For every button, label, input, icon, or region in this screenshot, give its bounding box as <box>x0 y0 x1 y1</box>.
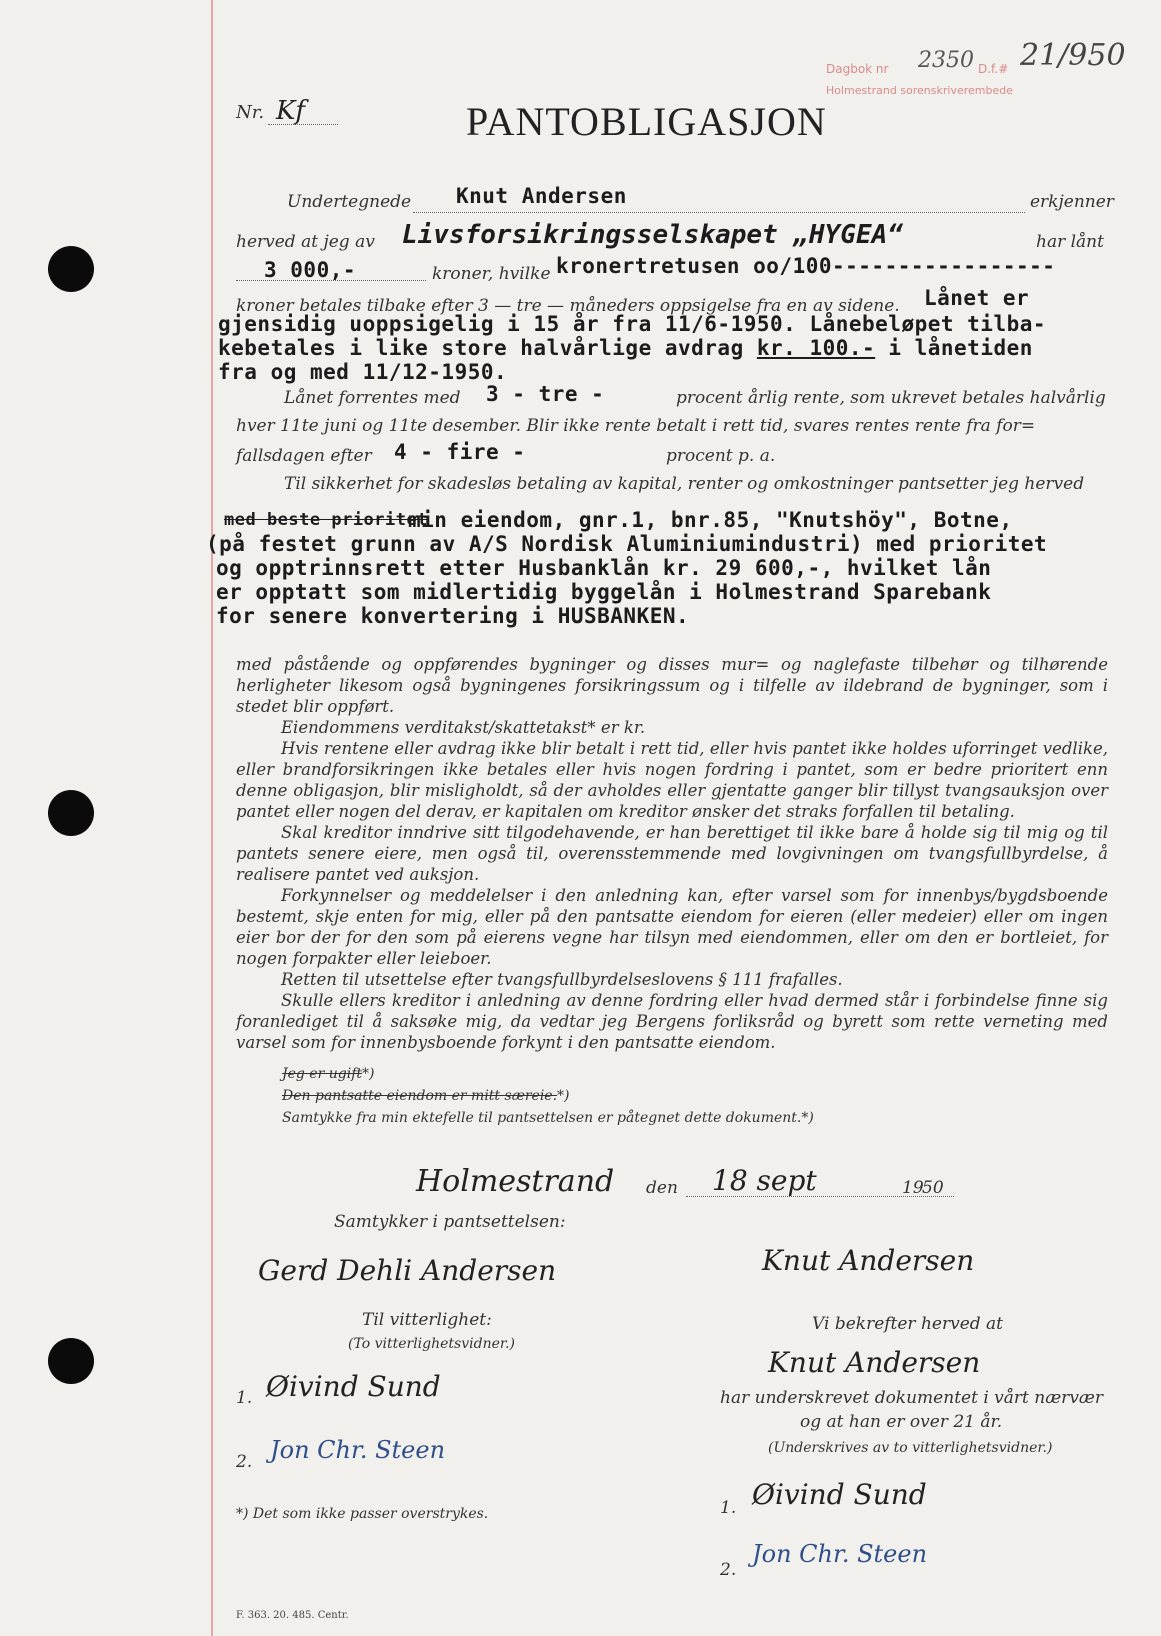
confirm-line1: Vi bekrefter herved at <box>812 1314 1004 1334</box>
nr-value: Kf <box>276 96 306 126</box>
confirm-line4: (Underskrives av to vitterlighetsvidner.) <box>768 1440 1053 1456</box>
witness-1-signature: Øivind Sund <box>266 1370 441 1403</box>
kroner-hvilke-label: kroner, hvilke <box>432 264 551 284</box>
punch-hole <box>48 246 94 292</box>
security-text: Til sikkerhet for skadesløs betaling av kapital, renter og omkostninger pantsetter jeg herved <box>284 474 1085 494</box>
year-prefix: 19 <box>902 1178 924 1198</box>
terms-p1: med påstående og oppførendes bygninger og disses mur= og naglefaste tilbehør og tilhørende herligheter likesom også bygningenes forsikringssum og i tilfelle av ildebrand de bygninger, som i stedet blir oppført. <box>236 655 1108 716</box>
witness-subheading: (To vitterlighetsvidner.) <box>348 1336 515 1352</box>
typed-term-line4: fra og med 11/12-1950. <box>218 360 508 384</box>
interest-terms: procent årlig rente, som ukrevet betales halvårlig <box>676 388 1106 408</box>
confirm-line3: og at han er over 21 år. <box>800 1412 1003 1432</box>
repay-text: kroner betales tilbake efter 3 — tre — måneders oppsigelse fra en av sidene. <box>236 296 900 316</box>
nr-label: Nr. <box>236 102 265 123</box>
typed-term-line3: kebetales i like store halvårlige avdrag kr. 100.- i lånetiden <box>218 336 1033 360</box>
witness-2-number: 2. <box>236 1452 253 1472</box>
declaration-spouse-consent: Samtykke fra min ektefelle til pantsettelsen er påtegnet dette dokument.*) <box>282 1110 814 1126</box>
stamp-office: Holmestrand sorenskriverembede <box>826 84 1013 97</box>
undertegnede-label: Undertegnede <box>287 192 412 212</box>
amount-in-words: kronertretusen oo/100----------------- <box>556 254 1056 278</box>
declaration-unmarried: Jeg er ugift*) <box>282 1066 375 1082</box>
late-suffix: procent p. a. <box>666 446 776 466</box>
struck-priority: med beste prioritet <box>224 510 428 530</box>
form-code: F. 363. 20. 485. Centr. <box>236 1610 349 1621</box>
consent-label: Samtykker i pantsettelsen: <box>334 1212 566 1232</box>
witness-1-number: 1. <box>236 1388 253 1408</box>
punch-hole <box>48 790 94 836</box>
right-witness-2-number: 2. <box>720 1560 737 1580</box>
stamp-number: 2350 <box>918 48 974 73</box>
terms-block <box>236 654 1108 1053</box>
terms-p5: Forkynnelser og meddelelser i den anledning kan, efter varsel som for innenbys/bygdsboende bestemt, skje enten for mig, eller på den pantsatte eiendom for eieren (eller medeier) eller om ingen eier bor der for den som på eierens vegne har tilsyn med eiendommen, eller om den er bortleiet, for nogen forpakter eller leieboer. <box>236 886 1108 968</box>
stamp-year-hand: 21/950 <box>1020 38 1126 73</box>
terms-p2: Eiendommens verditakst/skattetakst* er kr. <box>281 718 646 737</box>
debtor-name: Knut Andersen <box>456 184 627 208</box>
terms-p4: Skal kreditor inndrive sitt tilgodehavende, er han berettiget til ikke bare å holde sig til mig og til pantets senere eiere, men også til, overensstemmende med lovgivningen om tvangsfullbyrdelse, å realisere pantet ved auksjon. <box>236 823 1108 884</box>
spouse-signature: Gerd Dehli Andersen <box>258 1254 557 1287</box>
name-line <box>413 212 1025 213</box>
confirm-signature: Knut Andersen <box>768 1346 981 1379</box>
terms-p6: Retten til utsettelse efter tvangsfullbyrdelseslovens § 111 frafalles. <box>281 970 843 989</box>
stamp-label: Dagbok nr <box>826 62 889 76</box>
witness-heading: Til vitterlighet: <box>362 1310 492 1330</box>
punch-hole <box>48 1338 94 1384</box>
document-title: PANTOBLIGASJON <box>466 99 827 144</box>
loan-amount: 3 000,- <box>264 258 357 282</box>
typed-term-a: Lånet er <box>924 286 1030 310</box>
typed-term-line2: gjensidig uoppsigelig i 15 år fra 11/6-1950. Lånebeløpet tilba- <box>218 312 1047 336</box>
late-label: fallsdagen efter <box>236 446 372 466</box>
har-lant-label: har lånt <box>1036 232 1104 252</box>
witness-2-signature: Jon Chr. Steen <box>270 1436 446 1464</box>
year-suffix: 50 <box>922 1178 944 1198</box>
erkjenner-label: erkjenner <box>1030 192 1114 212</box>
lender-name: Livsforsikringsselskapet „HYGEA“ <box>402 220 903 250</box>
right-witness-1-number: 1. <box>720 1498 737 1518</box>
interest-dates: hver 11te juni og 11te desember. Blir ikke rente betalt i rett tid, svares rentes rente fra for= <box>236 416 1036 436</box>
confirm-line2: har underskrevet dokumentet i vårt nærvær <box>720 1388 1104 1408</box>
declaration-separate-property: Den pantsatte eiendom er mitt særeie.*) <box>282 1088 570 1104</box>
footnote: *) Det som ikke passer overstrykes. <box>236 1506 489 1522</box>
terms-p3: Hvis rentene eller avdrag ikke blir betalt i rett tid, eller hvis pantet ikke holdes uforringet vedlike, eller brandforsikringen ikke betales eller hvis nogen fordring i pantet, som er bedre prioritert enn denne obligasjon, blir misligholdt, så der avholdes eller gjentatte ganger blir tillyst tvangsauksjon over pantet eller nogen del derav, er kapitalen om kreditor ønsker det straks forfallen til betaling. <box>236 739 1108 821</box>
property-line1: min eiendom, gnr.1, bnr.85, "Knutshöy", Botne, <box>408 508 1013 532</box>
margin-rule <box>211 0 213 1636</box>
property-line3: og opptrinnsrett etter Husbanklån kr. 29 600,-, hvilket lån <box>216 556 992 580</box>
signing-place: Holmestrand <box>416 1164 615 1199</box>
right-witness-2-signature: Jon Chr. Steen <box>752 1540 928 1568</box>
signing-date: 18 sept <box>712 1164 817 1197</box>
terms-p7: Skulle ellers kreditor i anledning av denne fordring eller hvad dermed står i forbindelse finne sig foranlediget til å saksøke mig, da vedtar jeg Bergens forliksråd og byrett som rette verneting med varsel som for innenbysboende forkynt i den pantsatte eiendom. <box>236 991 1108 1052</box>
property-line4: er opptatt som midlertidig byggelån i Holmestrand Sparebank <box>216 580 992 604</box>
property-line2: (på festet grunn av A/S Nordisk Aluminiumindustri) med prioritet <box>206 532 1048 556</box>
den-label: den <box>646 1178 678 1198</box>
debtor-signature: Knut Andersen <box>762 1244 975 1277</box>
herved-label: herved at jeg av <box>236 232 375 252</box>
property-line5: for senere konvertering i HUSBANKEN. <box>216 604 690 628</box>
right-witness-1-signature: Øivind Sund <box>752 1478 927 1511</box>
stamp-suffix: D.f.# <box>978 62 1009 76</box>
interest-rate: 3 - tre - <box>486 382 605 406</box>
interest-label: Lånet forrentes med <box>284 388 461 408</box>
late-rate: 4 - fire - <box>394 440 526 464</box>
